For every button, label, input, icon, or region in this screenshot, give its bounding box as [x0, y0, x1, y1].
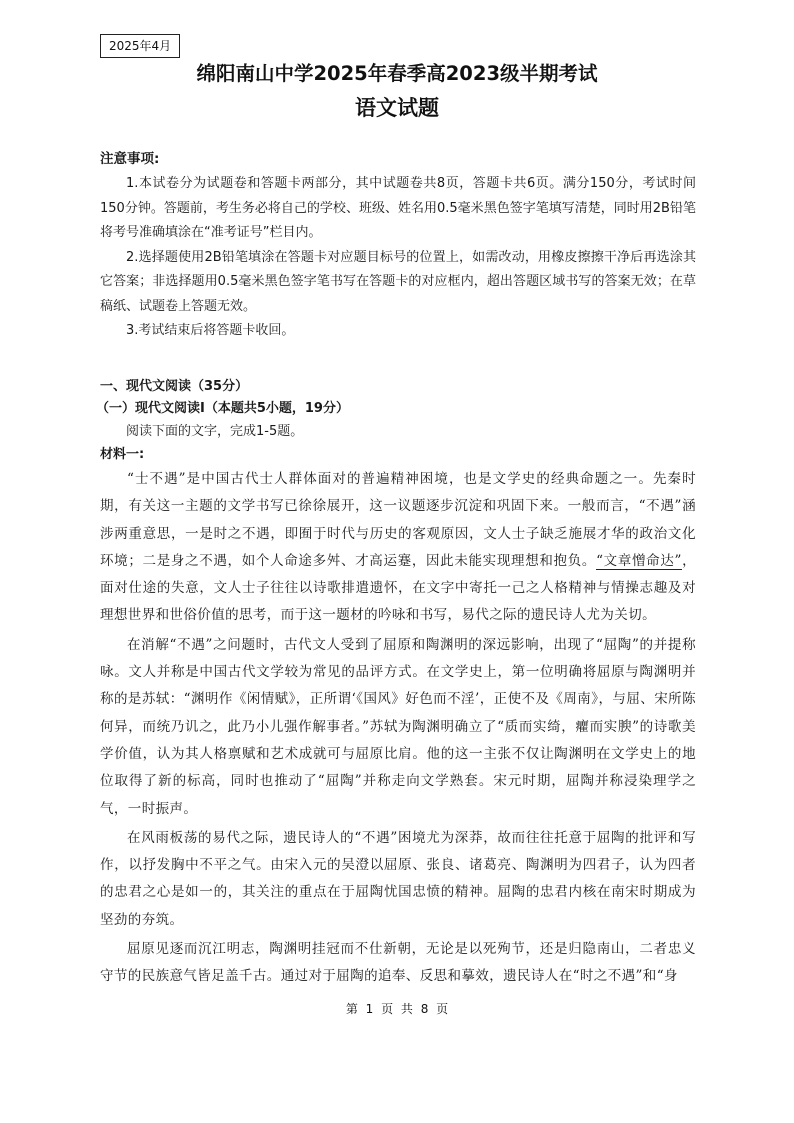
material-label: 材料一:	[100, 447, 145, 462]
notes-block	[100, 148, 696, 344]
sub-heading: （一）现代文阅读Ⅰ（本题共5小题，19分）	[96, 401, 349, 416]
section-header	[96, 376, 696, 466]
exam-subtitle: 语文试题	[355, 96, 439, 120]
note-item-2: 2.选择题使用2B铅笔填涂在答题卡对应题目标号的位置上，如需改动，用橡皮擦擦干净后再选涂其它答案；非选择题用0.5毫米黑色签字笔书写在答题卡的对应框内，超出答题区域书写的答案无效；在草稿纸、试题卷上答题无效。	[100, 249, 696, 314]
note-item-3: 3.考试结束后将答题卡收回。	[126, 323, 295, 338]
date-box: 2025年4月	[100, 34, 180, 58]
paragraph-3: 在风雨板荡的易代之际，遗民诗人的“不遇”困境尤为深莽，故而往往托意于屈陶的批评和写作，以抒发胸中不平之气。由宋入元的吴澄以屈原、张良、诸葛亮、陶渊明为四君子，认为四者的忠君之心是如一的，其关注的重点在于屈陶忧国忠愤的精神。屈陶的忠君内核在南宋时期成为坚劲的夯筑。	[100, 829, 696, 928]
underlined-quote: “文章憎命达”	[596, 552, 682, 569]
passage	[100, 466, 696, 993]
note-item-1: 1.本试卷分为试题卷和答题卡两部分，其中试题卷共8页，答题卡共6页。满分150分，考试时间150分钟。答题前，考生务必将自己的学校、班级、姓名用0.5毫米黑色签字笔填写清楚，同时用2B铅笔将考号准确填涂在“准考证号”栏目内。	[100, 176, 696, 240]
paragraph-2: 在消解“不遇”之问题时，古代文人受到了屈原和陶渊明的深远影响，出现了“屈陶”的并提称咏。文人并称是中国古代文学较为常见的品评方式。在文学史上，第一位明确将屈原与陶渊明并称的是苏轼：“渊明作《闲情赋》，正所谓‘《国风》好色而不淫’，正使不及《周南》，与屈、宋所陈何异，而统乃讥之，此乃小儿强作解事者。”苏轼为陶渊明确立了“质而实绮，癯而实腴”的诗歌美学价值，认为其人格禀赋和艺术成就可与屈原比肩。他的这一主张不仅让陶渊明在文学史上的地位取得了新的标高，同时也推动了“屈陶”并称走向文学熟套。宋元时期，屈陶并称浸染理学之气，一时振声。	[100, 636, 696, 817]
part-heading: 一、现代文阅读（35分）	[100, 379, 249, 394]
paragraph-1-text-a: “士不遇”是中国古代士人群体面对的普遍精神困境，也是文学史的经典命题之一。先秦时期，有关这一主题的文学书写已徐徐展开，这一议题逐步沉淀和巩固下来。一般而言，“不遇”涵涉两重意思，一是时之不遇，即囿于时代与历史的客观原因，文人士子缺乏施展才华的政治文化环境；二是身之不遇，如个人命途多舛、才高运蹇，因此未能实现理想和抱负。	[100, 471, 696, 569]
page-footer: 第 1 页 共 8 页	[345, 1002, 449, 1016]
instruction: 阅读下面的文字，完成1-5题。	[126, 424, 304, 439]
paragraph-1	[100, 466, 696, 630]
exam-title: 绵阳南山中学2025年春季高2023级半期考试	[196, 62, 598, 85]
paragraph-4: 屈原见逐而沉江明志，陶渊明挂冠而不仕新朝，无论是以死殉节，还是归隐南山，二者忠义守节的民族意气皆足盖千古。通过对于屈陶的追奉、反思和摹效，遗民诗人在“时之不遇”和“身	[100, 941, 696, 985]
notes-heading: 注意事项:	[100, 151, 160, 167]
paragraph-1-text-b: ，面对仕途的失意，文人士子往往以诗歌排遣遗怀，在文字中寄托一己之人格精神与情操志趣及对理想世界和世俗价值的思考，而于这一题材的吟咏和书写，易代之际的遗民诗人尤为关切。	[100, 552, 697, 624]
